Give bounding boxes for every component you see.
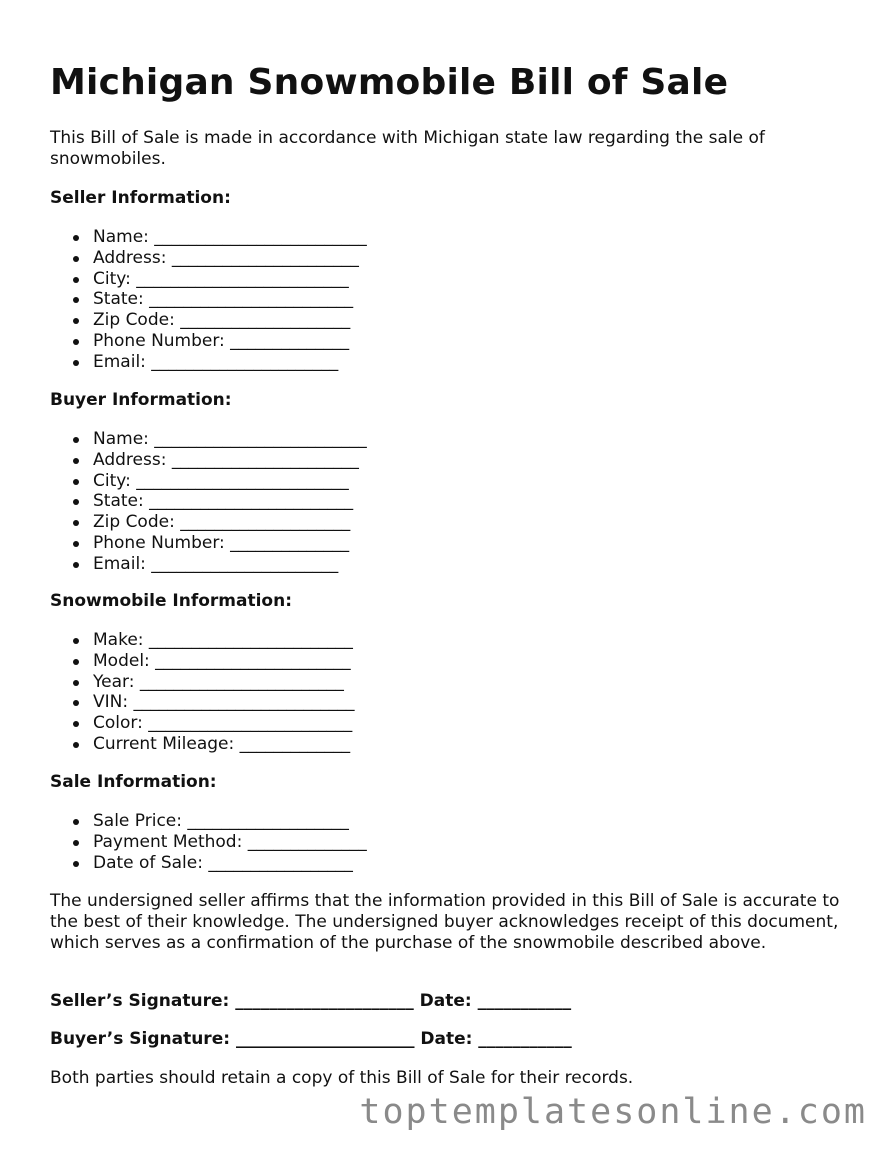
sale-price-field[interactable]: Sale Price: ___________________	[93, 811, 840, 832]
sale-list	[50, 811, 840, 873]
sale-heading: Sale Information:	[50, 772, 217, 792]
retain-copy-note: Both parties should retain a copy of this Bill of Sale for their records.	[50, 1068, 634, 1088]
seller-signature-line[interactable]: Seller’s Signature: _____________________ Date: ___________	[50, 991, 572, 1011]
seller-city-field[interactable]: City: _________________________	[93, 269, 840, 290]
intro-paragraph: This Bill of Sale is made in accordance with Michigan state law regarding the sale of snowmobiles.	[50, 128, 765, 169]
buyer-state-field[interactable]: State: ________________________	[93, 491, 840, 512]
buyer-signature-line[interactable]: Buyer’s Signature: _____________________ Date: ___________	[50, 1029, 572, 1049]
snowmobile-model-field[interactable]: Model: _______________________	[93, 651, 840, 672]
seller-address-field[interactable]: Address: ______________________	[93, 248, 840, 269]
buyer-name-field[interactable]: Name: _________________________	[93, 429, 840, 450]
seller-name-field[interactable]: Name: _________________________	[93, 227, 840, 248]
buyer-heading: Buyer Information:	[50, 390, 232, 410]
seller-state-field[interactable]: State: ________________________	[93, 289, 840, 310]
seller-heading: Seller Information:	[50, 188, 231, 208]
page-title: Michigan Snowmobile Bill of Sale	[50, 62, 729, 103]
seller-list	[50, 227, 840, 373]
buyer-list	[50, 429, 840, 575]
snowmobile-make-field[interactable]: Make: ________________________	[93, 630, 840, 651]
buyer-city-field[interactable]: City: _________________________	[93, 471, 840, 492]
buyer-section	[50, 390, 840, 575]
affirmation-paragraph: The undersigned seller affirms that the information provided in this Bill of Sale is accurate to the best of their knowledge. The undersigned buyer acknowledges receipt of this document, which serves as a confirmation of the purchase of the snowmobile described above.	[50, 891, 840, 953]
buyer-address-field[interactable]: Address: ______________________	[93, 450, 840, 471]
snowmobile-color-field[interactable]: Color: ________________________	[93, 713, 840, 734]
seller-section	[50, 188, 840, 373]
seller-email-field[interactable]: Email: ______________________	[93, 352, 840, 373]
sale-section	[50, 772, 840, 873]
snowmobile-section	[50, 591, 840, 755]
snowmobile-mileage-field[interactable]: Current Mileage: _____________	[93, 734, 840, 755]
payment-method-field[interactable]: Payment Method: ______________	[93, 832, 840, 853]
seller-phone-field[interactable]: Phone Number: ______________	[93, 331, 840, 352]
buyer-phone-field[interactable]: Phone Number: ______________	[93, 533, 840, 554]
buyer-email-field[interactable]: Email: ______________________	[93, 554, 840, 575]
date-of-sale-field[interactable]: Date of Sale: _________________	[93, 853, 840, 874]
buyer-zip-field[interactable]: Zip Code: ____________________	[93, 512, 840, 533]
seller-zip-field[interactable]: Zip Code: ____________________	[93, 310, 840, 331]
snowmobile-heading: Snowmobile Information:	[50, 591, 293, 611]
watermark: toptemplatesonline.com	[359, 1092, 867, 1132]
snowmobile-list	[50, 630, 840, 755]
snowmobile-year-field[interactable]: Year: ________________________	[93, 672, 840, 693]
snowmobile-vin-field[interactable]: VIN: __________________________	[93, 692, 840, 713]
